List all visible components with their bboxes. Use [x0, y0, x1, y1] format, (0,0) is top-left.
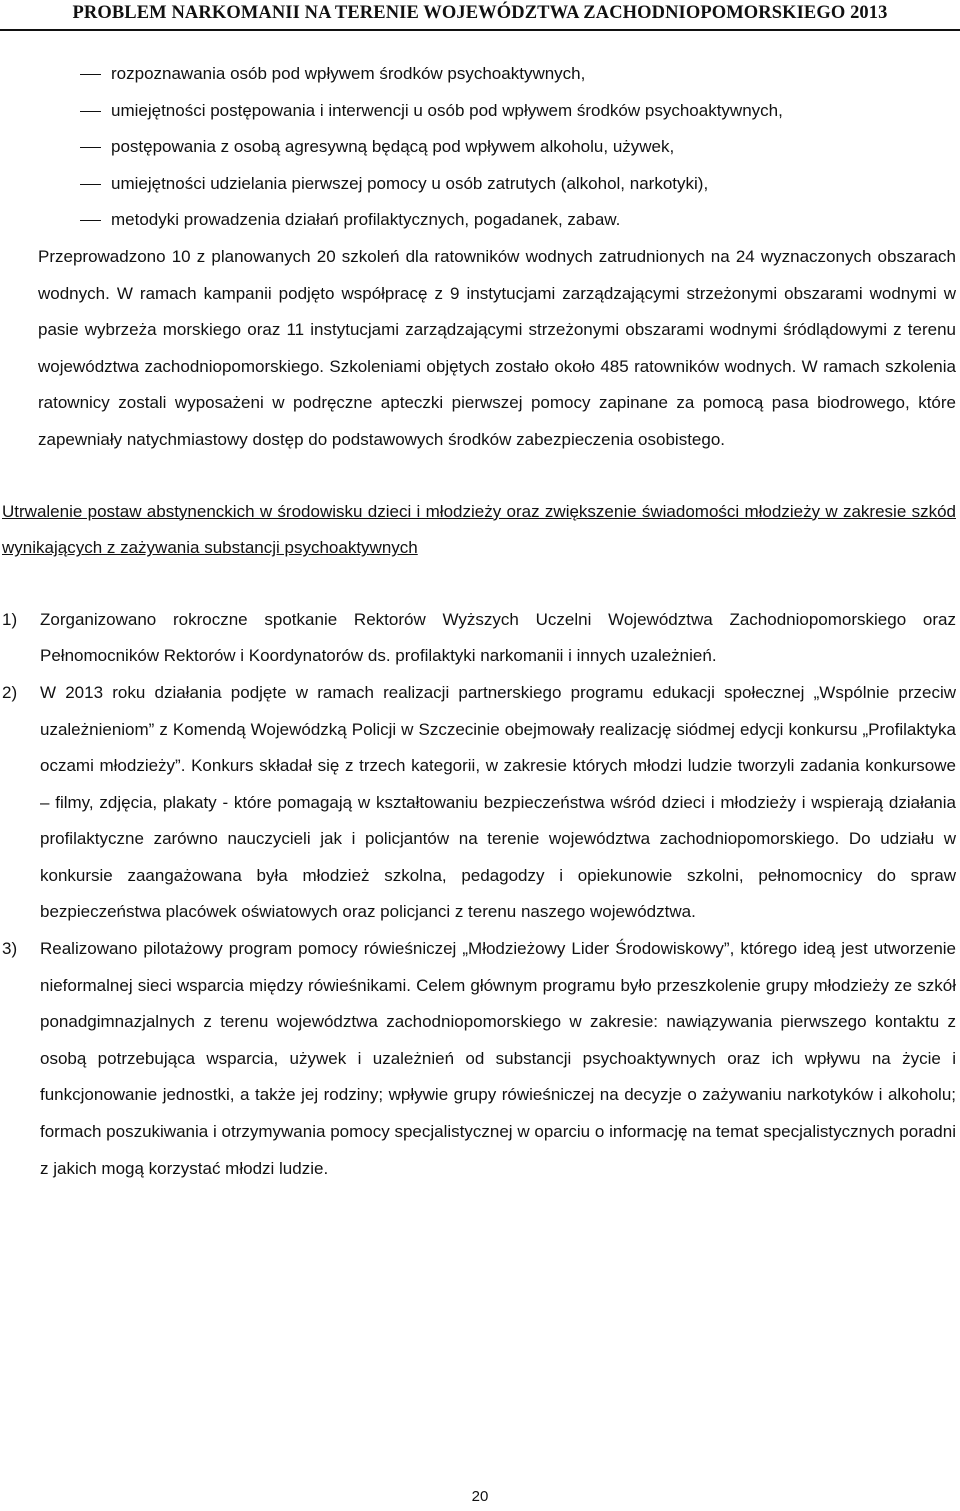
running-header: PROBLEM NARKOMANII NA TERENIE WOJEWÓDZTWA ZACHODNIOPOMORSKIEGO 2013: [72, 3, 888, 23]
page-body: [2, 56, 956, 1187]
spacer: [38, 459, 956, 494]
dash-bullet-icon: [80, 74, 101, 75]
spacer: [38, 567, 956, 602]
dash-bullet-icon: [80, 220, 101, 221]
numbered-item: [2, 931, 956, 1187]
item-number: 2): [2, 682, 18, 702]
list-item-text: umiejętności postępowania i interwencji u osób pod wpływem środków psychoaktywnych,: [111, 100, 783, 120]
section-heading: Utrwalenie postaw abstynenckich w środowisku dzieci i młodzieży oraz zwiększenie świadomości młodzieży w zakresie szkód wynikających z zażywania substancji psychoaktywnych: [2, 501, 956, 558]
page-number: 20: [471, 1488, 489, 1505]
paragraph-training: Przeprowadzono 10 z planowanych 20 szkoleń dla ratowników wodnych zatrudnionych na 24 wyznaczonych obszarach wodnych. W ramach kampanii podjęto współpracę z 9 instytucjami zarządzającymi strzeżonymi obszarami wodnymi w pasie wybrzeża morskiego oraz 11 instytucjami zarządzającymi strzeżonymi obszarami wodnymi śródlądowymi z terenu województwa zachodniopomorskiego. Szkoleniami objętych zostało około 485 ratowników wodnych. W ramach szkolenia ratownicy zostali wyposażeni w podręczne apteczki pierwszej pomocy zapinane za pomocą pasa biodrowego, które zapewniały natychmiastowy dostęp do podstawowych środków zabezpieczenia osobistego.: [38, 246, 956, 449]
list-item: [38, 129, 956, 166]
numbered-item: [2, 675, 956, 931]
list-item-text: rozpoznawania osób pod wpływem środków psychoaktywnych,: [111, 64, 586, 83]
dash-bullet-icon: [80, 147, 101, 148]
item-text: Realizowano pilotażowy program pomocy rówieśniczej „Młodzieżowy Lider Środowiskowy”, którego ideą jest utworzenie nieformalnej sieci wsparcia między rówieśnikami. Celem głównym programu było przeszkolenie grupy młodzieży ze szkół ponadgimnazjalnych z terenu województwa zachodniopomorskiego w zakresie: nawiązywania pierwszego kontaktu z osobą potrzebująca wsparcia, używek i uzależnień od substancji psychoaktywnych oraz ich wpływu na życie i funkcjonowanie jednostki, a także jej rodziny; wpływie grupy rówieśniczej na decyzje o zażywaniu narkotyków i alkoholu; formach poszukiwania i otrzymywania pomocy specjalistycznej w oparciu o informację na temat specjalistycznych poradni z jakich mogą korzystać młodzi ludzie.: [40, 939, 956, 1178]
item-text: W 2013 roku działania podjęte w ramach realizacji partnerskiego programu edukacji społecznej „Wspólnie przeciw uzależnieniom” z Komendą Wojewódzką Policji w Szczecinie obejmowały realizację siódmej edycji konkursu „Profilaktyka oczami młodzieży”. Konkurs składał się z trzech kategorii, w zakresie których młodzi ludzie tworzyli zadania konkursowe – filmy, zdjęcia, plakaty - które pomagają w kształtowaniu bezpieczeństwa wśród dzieci i młodzieży i wspierają działania profilaktyczne zarówno nauczycieli jak i policjantów na terenie województwa zachodniopomorskiego. Do udziału w konkursie zaangażowana była młodzież szkolna, pedagodzy i opiekunowie szkolni, pełnomocnicy do spraw bezpieczeństwa placówek oświatowych oraz policjanci z terenu naszego województwa.: [40, 682, 956, 922]
numbered-list: [2, 602, 956, 1188]
list-item: [38, 166, 956, 203]
list-item-text: umiejętności udzielania pierwszej pomocy u osób zatrutych (alkohol, narkotyki),: [111, 173, 709, 193]
dash-bullet-icon: [80, 184, 101, 185]
item-number: 1): [2, 609, 18, 629]
list-item-text: metodyki prowadzenia działań profilaktycznych, pogadanek, zabaw.: [111, 210, 621, 230]
list-item: [38, 202, 956, 239]
list-item: [38, 93, 956, 130]
dash-list: [38, 56, 956, 239]
header-rule: [0, 29, 960, 31]
item-number: 3): [2, 939, 18, 959]
item-text: Zorganizowano rokroczne spotkanie Rektorów Wyższych Uczelni Województwa Zachodniopomorskiego oraz Pełnomocników Rektorów i Koordynatorów ds. profilaktyki narkomanii i innych uzależnień.: [40, 609, 956, 666]
section-heading-wrap: [2, 494, 956, 567]
list-item: [38, 56, 956, 93]
dash-bullet-icon: [80, 111, 101, 112]
numbered-item: [2, 602, 956, 675]
list-item-text: postępowania z osobą agresywną będącą pod wpływem alkoholu, używek,: [111, 137, 675, 157]
